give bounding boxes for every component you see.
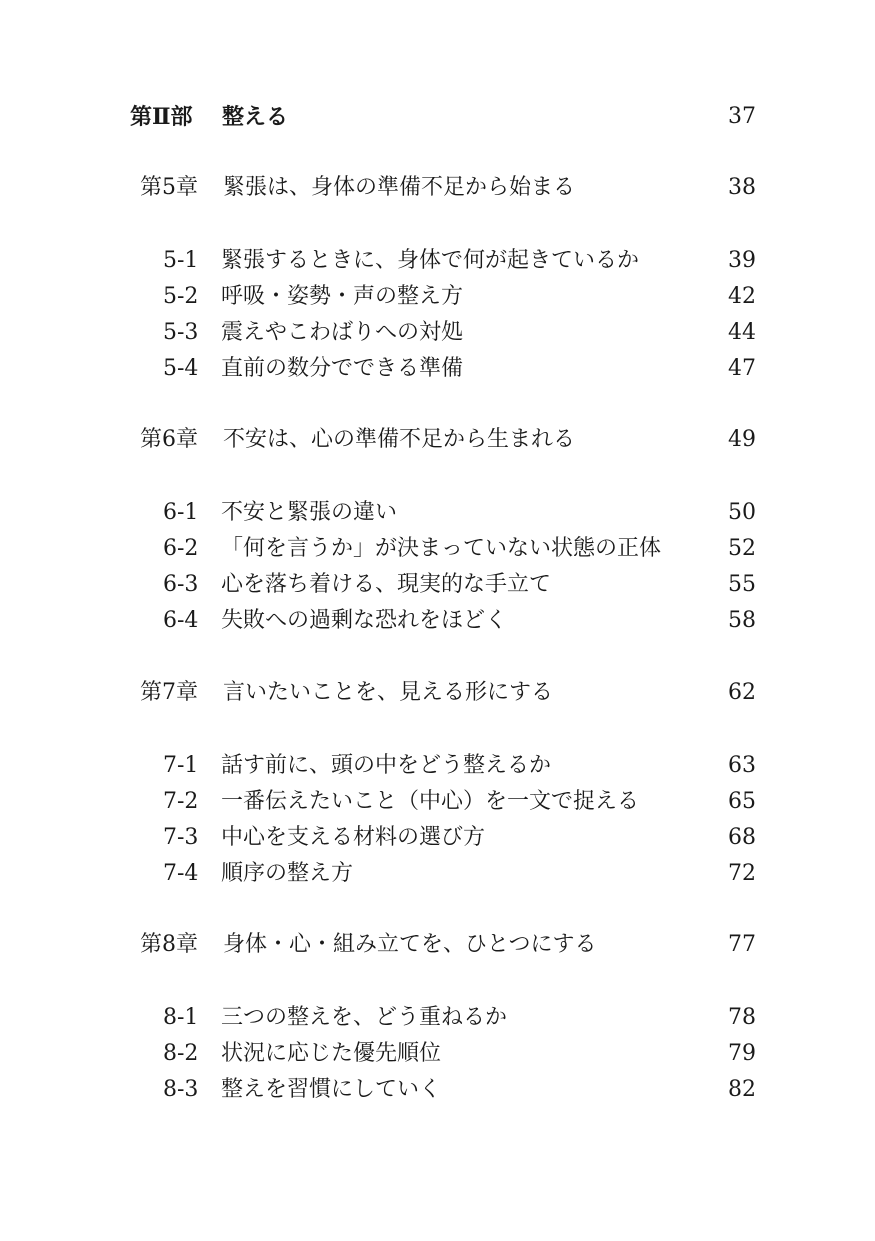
section-title: 話す前に、頭の中をどう整えるか xyxy=(221,753,552,778)
section-title: 中心を支える材料の選び方 xyxy=(221,825,486,850)
toc-section-7-3 xyxy=(0,820,875,856)
section-number: 8-1 xyxy=(163,1005,199,1030)
chapter-page-number: 77 xyxy=(728,932,756,957)
part-number: 第Ⅱ部 xyxy=(130,104,193,130)
section-page-number: 42 xyxy=(728,284,756,309)
toc-section-7-1 xyxy=(0,748,875,784)
toc-section-7-4 xyxy=(0,856,875,892)
section-number: 6-1 xyxy=(163,500,199,525)
section-page-number: 44 xyxy=(728,320,756,345)
section-number: 5-3 xyxy=(163,320,199,345)
section-page-number: 58 xyxy=(728,608,756,633)
toc-section-6-1 xyxy=(0,495,875,531)
section-number: 7-3 xyxy=(163,825,199,850)
section-page-number: 68 xyxy=(728,825,756,850)
section-title: 整えを習慣にしていく xyxy=(221,1077,442,1102)
toc-section-7-2 xyxy=(0,784,875,820)
section-page-number: 50 xyxy=(728,500,756,525)
section-title: 緊張するときに、身体で何が起きているか xyxy=(221,248,640,273)
section-title: 震えやこわばりへの対処 xyxy=(221,320,464,345)
section-title: 三つの整えを、どう重ねるか xyxy=(221,1005,508,1030)
section-number: 7-2 xyxy=(163,789,199,814)
toc-section-5-2 xyxy=(0,279,875,315)
toc-chapter-7 xyxy=(0,675,875,711)
section-number: 6-4 xyxy=(163,608,199,633)
section-number: 6-2 xyxy=(163,536,199,561)
section-title: 状況に応じた優先順位 xyxy=(221,1041,442,1066)
toc-section-6-4 xyxy=(0,603,875,639)
part-page-number: 37 xyxy=(728,104,756,129)
section-number: 5-4 xyxy=(163,356,199,381)
toc-section-6-2 xyxy=(0,531,875,567)
chapter-number: 第5章 xyxy=(140,175,198,200)
section-page-number: 63 xyxy=(728,753,756,778)
section-number: 8-2 xyxy=(163,1041,199,1066)
section-number: 8-3 xyxy=(163,1077,199,1102)
section-title: 不安と緊張の違い xyxy=(221,500,398,525)
toc-section-5-1 xyxy=(0,243,875,279)
toc-chapter-8 xyxy=(0,927,875,963)
chapter-title: 言いたいことを、見える形にする xyxy=(223,680,554,705)
toc-section-6-3 xyxy=(0,567,875,603)
chapter-title: 不安は、心の準備不足から生まれる xyxy=(223,427,576,452)
section-title: 呼吸・姿勢・声の整え方 xyxy=(221,284,464,309)
section-page-number: 55 xyxy=(728,572,756,597)
toc-part-heading xyxy=(0,99,875,135)
section-page-number: 65 xyxy=(728,789,756,814)
section-page-number: 72 xyxy=(728,861,756,886)
section-title: 失敗への過剰な恐れをほどく xyxy=(221,608,508,633)
section-number: 6-3 xyxy=(163,572,199,597)
section-page-number: 79 xyxy=(728,1041,756,1066)
chapter-page-number: 38 xyxy=(728,175,756,200)
chapter-number: 第6章 xyxy=(140,427,198,452)
chapter-title: 身体・心・組み立てを、ひとつにする xyxy=(223,932,597,957)
toc-section-8-1 xyxy=(0,1000,875,1036)
section-number: 7-4 xyxy=(163,861,199,886)
section-page-number: 39 xyxy=(728,248,756,273)
chapter-number: 第7章 xyxy=(140,680,198,705)
section-page-number: 52 xyxy=(728,536,756,561)
section-number: 5-2 xyxy=(163,284,199,309)
chapter-title: 緊張は、身体の準備不足から始まる xyxy=(223,175,576,200)
section-title: 順序の整え方 xyxy=(221,861,354,886)
section-title: 一番伝えたいこと（中心）を一文で捉える xyxy=(221,789,640,814)
chapter-page-number: 62 xyxy=(728,680,756,705)
toc-chapter-6 xyxy=(0,422,875,458)
chapter-number: 第8章 xyxy=(140,932,198,957)
section-title: 「何を言うか」が決まっていない状態の正体 xyxy=(221,536,662,561)
toc-section-5-4 xyxy=(0,351,875,387)
part-title: 整える xyxy=(222,104,289,130)
section-number: 7-1 xyxy=(163,753,199,778)
toc-section-8-3 xyxy=(0,1072,875,1108)
toc-section-5-3 xyxy=(0,315,875,351)
section-page-number: 47 xyxy=(728,356,756,381)
section-page-number: 78 xyxy=(728,1005,756,1030)
section-page-number: 82 xyxy=(728,1077,756,1102)
chapter-page-number: 49 xyxy=(728,427,756,452)
toc-chapter-5 xyxy=(0,170,875,206)
section-number: 5-1 xyxy=(163,248,199,273)
section-title: 心を落ち着ける、現実的な手立て xyxy=(221,572,552,597)
toc-section-8-2 xyxy=(0,1036,875,1072)
section-title: 直前の数分でできる準備 xyxy=(221,356,464,381)
